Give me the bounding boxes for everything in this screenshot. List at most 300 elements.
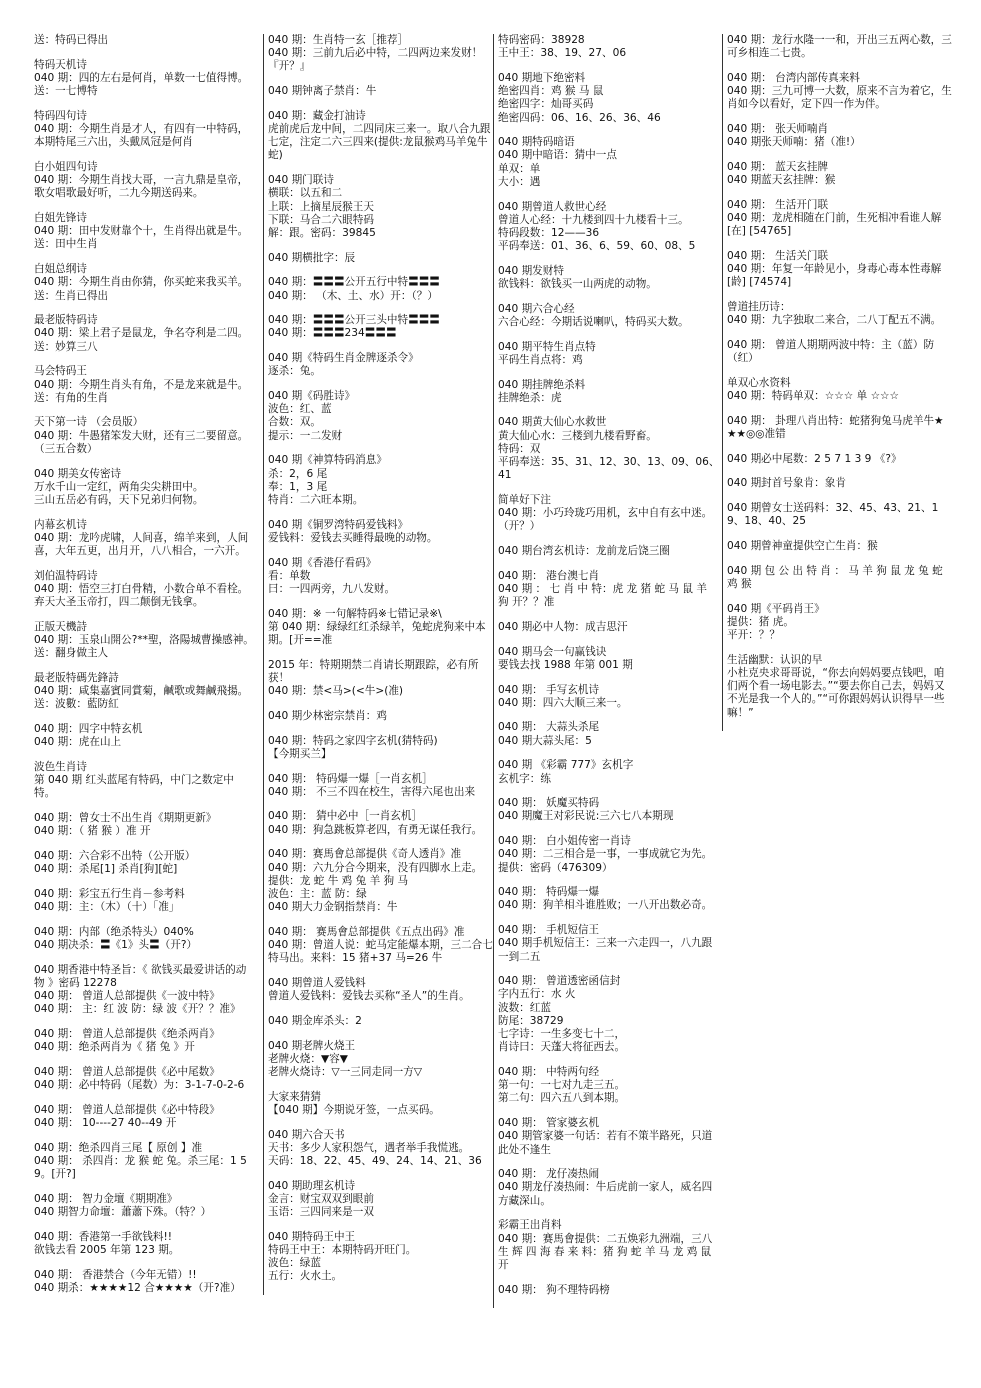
text-block <box>498 416 720 482</box>
text-block <box>34 314 254 354</box>
text-line: 提供：猪 虎。 <box>727 615 794 628</box>
text-block <box>498 835 720 875</box>
text-line: 040 期：六合彩不出特（公开版） <box>34 850 196 863</box>
text-block <box>727 453 953 466</box>
text-line: 040 期智力命壇：蕭蕭下殊。（特？） <box>34 1206 212 1219</box>
text-block <box>498 684 720 710</box>
text-block <box>34 888 254 914</box>
text-line: 040 期曾道人救世心经 <box>498 200 607 213</box>
text-block <box>498 1168 720 1208</box>
text-line: 简单好下注 <box>498 493 551 506</box>
text-line: 万水千山一定红，两角尖尖耕田中。 <box>34 480 204 493</box>
text-line: 040 期：特码之家四字玄机(猜特码) <box>268 734 438 747</box>
text-line: 平码生肖点将：鸡 <box>498 353 583 366</box>
text-line: 波数：红蓝 <box>498 1001 551 1014</box>
text-line: 040 期助理玄机诗 <box>268 1179 356 1192</box>
text-line: 040 期： 曾道人总部提供《必中特段》 <box>34 1103 220 1116</box>
text-line: 040 期：小巧玲珑巧用机，玄中自有玄中迷。（开？） <box>498 507 713 533</box>
text-line: 内幕玄机诗 <box>34 518 87 531</box>
text-block <box>268 1091 493 1117</box>
text-line: 040 期特码王中王 <box>268 1230 356 1243</box>
text-line: 040 期： 特码爆一爆［一肖玄机］ <box>268 772 433 785</box>
text-line: 040 期： 白小姐传密一肖诗 <box>498 835 631 848</box>
text-line: 040 期： 10----27 40--49 开 <box>34 1117 177 1130</box>
text-line: 040 期：※ 一句解特码※七错记录※\ <box>268 607 442 620</box>
text-line: 040 期：狗羊相斗谁胜败；一八开出数必奇。 <box>498 899 713 912</box>
text-line: 040 期：赛馬會总部提供《奇人透肖》准 <box>268 848 462 861</box>
text-line: 040 期：六九分合今期来，没有四脚水上走。 <box>268 861 483 874</box>
text-block <box>498 975 720 1054</box>
text-line: 七字诗：一生多变七十二， <box>498 1028 626 1041</box>
text-line: 040 期： 曾道透密函信封 <box>498 975 621 988</box>
text-line: 提示：一二发财 <box>268 429 343 442</box>
text-line: 特肖：二六旺本期。 <box>268 493 364 506</box>
text-line: 横联：以五和二 <box>268 187 343 200</box>
text-line: 040 期：二三相合是一事，一事成就它为先。 <box>498 848 713 861</box>
text-block <box>268 773 493 799</box>
text-line: 040 期黄大仙心水救世 <box>498 416 607 429</box>
text-block <box>727 565 953 591</box>
text-line: 040 期：今期生肖由你猜，你买蛇来我买羊。 <box>34 276 249 289</box>
text-line: 040 期：三九可博一大数，原来不言为着它，生肖如今以看好，定下四一作为伴。 <box>727 85 952 111</box>
text-line: 040 期魔王对彩民说:三六七八本期现 <box>498 810 674 823</box>
text-line: 大家来猜猜 <box>268 1090 321 1103</box>
text-block <box>34 1028 254 1054</box>
text-line: 040 期：今期生肖找大哥，一言九鼎是皇帝，歌女唱歌最好听，二九今期送码来。 <box>34 174 249 200</box>
text-line: 040 期蓝天玄挂牌：猴 <box>727 174 836 187</box>
text-line: 040 期：生肖特一玄［推荐］ <box>268 34 409 46</box>
text-line: 马会特码王 <box>34 365 87 378</box>
text-block <box>727 34 953 60</box>
text-line: 送：一七博特 <box>34 85 98 98</box>
text-line: 正版天機詩 <box>34 620 87 633</box>
text-line: 040 期： 狗不理特码榜 <box>498 1283 610 1296</box>
text-line: 040 期 《彩霸 777》玄机字 <box>498 759 634 772</box>
text-line: 040 期： 曾道人总部提供《必中尾数》 <box>34 1065 220 1078</box>
text-line: 2015 年：特期期禁二肖请长期跟踪，必有所获！ <box>268 658 479 685</box>
text-block <box>34 761 254 801</box>
text-line: 040 期六合天书 <box>268 1128 345 1141</box>
text-block <box>34 1269 254 1295</box>
text-line: 040 期《神算特码消息》 <box>268 454 387 467</box>
text-line: 单双心水资料 <box>727 376 791 389</box>
text-block <box>727 250 953 290</box>
text-line: 040 期：悟空三打白骨精，小数合单不看栓。弃天大圣玉帝打，四二颠倒无钱拿。 <box>34 583 249 609</box>
text-line: 波色：绿蓝 <box>268 1257 321 1270</box>
text-block <box>727 72 953 112</box>
text-line: 040 期： （木、土、水）开：（？） <box>268 289 438 302</box>
text-line: 040 期： 曾道人总部提供《绝杀两肖》 <box>34 1028 220 1041</box>
text-line: 040 期： 不三不四在校生，害得六尾也出来 <box>268 785 476 798</box>
text-block <box>727 339 953 365</box>
text-block <box>268 710 493 723</box>
text-line: 040 期： 台湾内部传真来料 <box>727 71 860 84</box>
text-line: 特码王中王：本期特码开旺门。 <box>268 1244 417 1257</box>
text-line: 要钱去找 1988 年第 001 期 <box>498 658 633 671</box>
column-1 <box>34 34 258 1307</box>
text-block <box>34 212 254 252</box>
text-block <box>34 1193 254 1219</box>
text-block <box>498 621 720 634</box>
text-line: 040 期封首号象肯：象肯 <box>727 477 846 490</box>
text-line: 040 期必中人物：成吉思汗 <box>498 620 628 633</box>
text-line: 040 期： 香港禁合（今年无错）!! <box>34 1268 197 1281</box>
text-line: 040 期曾神童提供空亡生肖：猴 <box>727 539 878 552</box>
text-line: 040 期香港中特圣旨：《 欲钱买最爱讲话的动物 》密码 12278 <box>34 963 247 989</box>
text-line: 040 期特码暗语 <box>498 136 575 149</box>
text-block <box>34 620 258 661</box>
text-line: 040 期： 中特两句经 <box>498 1065 600 1078</box>
text-line: 【今期买兰】 <box>268 747 332 760</box>
text-line: 送：生肖已得出 <box>34 289 109 302</box>
text-block <box>498 72 720 125</box>
text-line: 040 期： 曾道人期期两波中特：主（蓝）防（红） <box>727 338 935 365</box>
text-block <box>498 924 720 964</box>
text-line: 杀：2，6 尾 <box>268 467 328 480</box>
text-block <box>727 123 953 149</box>
text-line: 提供：密码（476309） <box>498 861 613 874</box>
text-line: 平开：？？ <box>727 629 780 641</box>
text-block <box>34 812 254 838</box>
text-block <box>34 519 254 559</box>
text-line: 防尾：38729 <box>498 1014 564 1027</box>
text-line: 040 期《特码生肖金牌逐杀令》 <box>268 352 419 365</box>
text-line: 肖诗曰：天蓬大将征西去。 <box>498 1041 626 1054</box>
text-line: 曰：一四两旁，九八发财。 <box>268 583 396 595</box>
text-line: 040 期： 港台澳七肖 <box>498 569 600 582</box>
text-line: 提供：龙 蛇 牛 鸡 兔 羊 狗 马 <box>268 874 409 887</box>
text-block <box>498 886 720 912</box>
text-line: 040 期必中尾数：2 5 7 1 3 9 《?》 <box>727 452 902 465</box>
text-block <box>498 721 720 747</box>
text-line: 平码奉送：35、31、12、30、13、09、06、41 <box>498 456 720 482</box>
text-line: 第二句：四六五八到本期。 <box>498 1092 626 1105</box>
text-line: 040 期《铜罗湾特码爱钱料》 <box>268 518 409 531</box>
text-line: 040 期美女传密诗 <box>34 467 122 480</box>
text-line: 爱钱料：爱钱去买睡得最晚的动物。 <box>268 531 438 544</box>
text-block <box>498 1066 720 1106</box>
text-block <box>498 646 720 672</box>
text-line: 平码奉送：01、36、6、59、60、08、5 <box>498 240 696 253</box>
text-line: 040 期：香港第一手欲钱料!! <box>34 1230 173 1243</box>
text-line: 040 期： 手写玄机诗 <box>498 683 600 696</box>
column-2 <box>263 34 493 1295</box>
text-line: 040 期：内部（绝杀特头）040% <box>34 925 194 938</box>
text-block <box>268 1015 493 1028</box>
text-block <box>268 608 493 648</box>
text-block <box>34 416 254 456</box>
text-line: 小杜克央求哥哥说，“你去向妈妈要点钱吧，咱们两个看一场电影去。”“要去你自己去，妈妈又不光是我一个人的。”“可你跟妈妈认识得早一些嘛！” <box>727 666 945 719</box>
text-line: 040 期：年复一年龄见小，身毒心毒本性毒解 [龄] [74574] <box>727 263 945 289</box>
text-line: 040 期：〓〓〓公开三头中特〓〓〓 <box>268 314 440 327</box>
text-line: 040 期六合心经 <box>498 302 575 315</box>
text-line: 送：田中生肖 <box>34 238 98 251</box>
text-block <box>498 341 720 367</box>
text-line: 040 期： 蓝天玄挂牌 <box>727 160 829 173</box>
text-line: 合数：双。 <box>268 416 321 429</box>
text-block <box>34 1104 254 1130</box>
text-line: 特码四句诗 <box>34 109 87 122</box>
text-block <box>268 1231 493 1284</box>
text-line: 040 期：〓〓〓234〓〓〓 <box>268 327 397 340</box>
text-block <box>498 570 720 610</box>
text-line: 欲钱去看 2005 年第 123 期。 <box>34 1244 180 1257</box>
text-line: 040 期： 大蒜头杀尾 <box>498 721 600 734</box>
column-3 <box>493 34 720 1308</box>
text-line: 大小：遇 <box>498 175 541 188</box>
text-line: 六合心经：今期话说喇叭，特码买大数。 <box>498 315 689 328</box>
text-block <box>34 570 254 610</box>
text-line: 040 期马会一句赢钱诀 <box>498 645 607 658</box>
text-line: 五行：火水土。 <box>268 1270 343 1283</box>
text-block <box>498 1117 720 1157</box>
text-line: 040 期横批字：辰 <box>268 251 356 264</box>
text-block <box>268 848 493 914</box>
text-line: 下联：马合二六眼特码 <box>268 213 374 226</box>
text-line: 040 期： 曾道人总部提供《一波中特》 <box>34 990 220 1003</box>
text-line: 白姐总纲诗 <box>34 263 87 276</box>
text-line: 解：跟。密码：39845 <box>268 226 376 239</box>
text-block <box>498 34 720 60</box>
text-line: 040 期大蒜头尾：5 <box>498 734 592 747</box>
text-line: 单双：单 <box>498 162 541 175</box>
text-block <box>268 34 493 74</box>
text-block <box>268 454 493 507</box>
text-line: 送：妙算三八 <box>34 340 98 353</box>
text-line: 最老版特码诗 <box>34 314 98 327</box>
text-line: 040 期： 杀四肖：龙 猴 蛇 兔。杀三尾：1 5 9。[开?] <box>34 1155 251 1181</box>
text-line: 040 期：今期生肖头有角，不是龙来就是牛。 <box>34 378 249 391</box>
text-block <box>727 161 953 187</box>
text-line: 040 期： 张天师喃肖 <box>727 123 829 136</box>
text-line: 040 期：龙虎相随在门前，生死相冲看谁人解 [在] [54765] <box>727 212 945 238</box>
text-block <box>34 365 254 405</box>
text-line: 040 期钟离子禁肖：牛 <box>268 85 377 98</box>
text-block <box>498 379 720 405</box>
text-line: 金言：财宝双双到眼前 <box>268 1192 374 1205</box>
text-line: 040 期：三前九后必中特，二四两边来发财！『开？』 <box>268 47 483 73</box>
text-line: 040 期： 生活关门联 <box>727 249 829 262</box>
text-line: 玉语：三四同来是一双 <box>268 1206 374 1219</box>
text-line: 送：特码已得出 <box>34 34 109 46</box>
text-line: 绝密四字：灿哥买码 <box>498 98 594 111</box>
text-block <box>34 34 254 47</box>
text-line: 绝密四码：06、16、26、36、46 <box>498 111 661 124</box>
text-block <box>34 926 254 952</box>
text-line: 040 期龙仔凑热闹：牛后虎前一家人，威名四方藏深山。 <box>498 1181 713 1207</box>
text-line: 040 期中暗语：猜中一点 <box>498 149 617 162</box>
text-block <box>268 1129 493 1169</box>
text-line: 040 期：（ 猪 猴 ）准 开 <box>34 825 151 838</box>
text-line: 040 期：〓〓〓公开五行中特〓〓〓 <box>268 276 440 289</box>
text-line: 040 期《平码肖王》 <box>727 602 825 615</box>
text-line: 040 期：主：（木）（十）「准」 <box>34 901 180 914</box>
text-line: 040 期：曾道人说：蛇马定能爆本期，三二合七特马出。来料：15 猪+37 马=26 牛 <box>268 939 493 965</box>
text-line: 040 期：玉泉山開公?**聖，洛陽城曹操感神。 送：翻身做主人 <box>34 634 258 660</box>
text-line: 040 期：特码单双：☆☆☆ 单 ☆☆☆ <box>727 390 900 403</box>
text-block <box>727 603 953 643</box>
text-line: 040 期决杀：〓《1》头〓（开?） <box>34 939 198 952</box>
text-block <box>727 415 953 441</box>
text-line: 彩霸王出肖料 <box>498 1219 562 1232</box>
text-line: 040 期： 管家婆玄机 <box>498 1117 600 1130</box>
text-line: 040 期地下绝密料 <box>498 71 586 84</box>
text-line: 040 期： 智力金壇《期期准》 <box>34 1192 178 1205</box>
text-line: 040 期： 手机短信王 <box>498 924 600 937</box>
text-block <box>498 201 720 254</box>
text-line: 040 期：龙吟虎啸，人间喜，绵羊来到，人间喜，大年五更，出月开，八八相合，一六开。 <box>34 531 249 558</box>
text-block <box>727 654 953 720</box>
text-block <box>268 352 493 378</box>
text-line: 040 期少林密宗禁肖：鸡 <box>268 709 387 722</box>
text-block <box>268 85 493 98</box>
text-block <box>34 263 254 303</box>
text-block <box>268 1180 493 1220</box>
text-line: 040 期杀：★★★★12 合★★★★（开?准） <box>34 1281 241 1294</box>
text-line: 040 期管家婆一句话：若有不策半路死，只道此处不逢生 <box>498 1130 713 1156</box>
text-line: 欲钱料：欲钱买一山两虎的动物。 <box>498 278 657 291</box>
text-line: 040 期： 主：红 波 防：绿 波《开？？准》 <box>34 1003 241 1016</box>
text-line: 逐杀：兔。 <box>268 365 321 378</box>
text-block <box>268 110 493 163</box>
text-line: 040 期：龙行水隆一一和，开出三五两心数，三可乡相连二七贵。 <box>727 34 952 60</box>
text-line: 040 期 包 公 出 特 肖 ： 马 羊 狗 鼠 龙 兔 蛇 鸡 猴 <box>727 564 947 590</box>
text-line: 040 期： 赛馬會总部提供《五点出码》准 <box>268 925 465 938</box>
text-line: 挂牌绝杀：虎 <box>498 391 562 404</box>
text-block <box>268 735 493 761</box>
text-line: 040 期发财特 <box>498 264 564 277</box>
text-block <box>34 1066 254 1092</box>
text-line: 040 期：虎在山上 <box>34 736 122 749</box>
text-line: 特码：双 <box>498 442 541 455</box>
text-block <box>34 161 254 201</box>
text-line: 040 期 ： 七 肖 中 特：虎 龙 猪 蛇 马 鼠 羊 狗 开？？准 <box>498 583 711 609</box>
text-line: 040 期：四的左右是何肖，单数一七值得博。 <box>34 71 249 84</box>
text-line: 天下第一诗 （会员版） <box>34 416 144 429</box>
text-line: 040 期金库杀头：2 <box>268 1014 362 1027</box>
text-line: 上联：上摘星辰猴王天 <box>268 200 374 213</box>
text-block <box>34 1231 254 1257</box>
text-block <box>498 797 720 823</box>
text-line: 040 期：四六大顺三来一。 <box>498 696 628 709</box>
column-4 <box>722 34 953 731</box>
text-line: 天书：多少人家积怨气，遇者举手我慌逃。 <box>268 1141 470 1154</box>
text-line: 040 期：绝杀两肖为《 猪 兔 》开 <box>34 1041 195 1054</box>
text-line: 刘伯温特码诗 <box>34 569 98 582</box>
text-line: 040 期：咸集嘉賓同賞菊，鹹歌或舞鹹飛揚。 送：波數：藍防紅 <box>34 685 252 711</box>
text-line: 040 期： 猜中必中［一肖玄机］ <box>268 810 423 823</box>
text-block <box>268 977 493 1003</box>
text-block <box>268 174 493 240</box>
text-line: 送：有角的生肖 <box>34 391 109 404</box>
text-line: 040 期： 特码爆一爆 <box>498 886 600 899</box>
text-line: 040 期：必中特码（尾数）为：3-1-7-0-2-6 <box>34 1079 245 1092</box>
text-block <box>727 540 953 553</box>
text-line: 040 期：梁上君子是鼠龙，争名夺利是二四。 <box>34 327 249 340</box>
text-line: 040 期曾女士送码料：32、45、43、21、19、18、40、25 <box>727 502 939 528</box>
text-block <box>268 252 493 265</box>
text-line: 040 期：曾女士不出生肖《期期更新》 <box>34 812 217 825</box>
text-line: 王中王：38、19、27、06 <box>498 47 627 60</box>
text-block <box>498 494 720 534</box>
text-block <box>34 723 254 749</box>
text-line: 040 期门联诗 <box>268 174 334 187</box>
text-line: 040 期：狗急跳板算老四，有勇无谋任我行。 <box>268 823 483 836</box>
text-block <box>268 659 493 699</box>
text-block <box>498 545 720 558</box>
text-line: 看：单数 <box>268 569 311 582</box>
text-line: 040 期张天师喃：猪（准!） <box>727 136 861 149</box>
text-line: 040 期： 龙仔凑热闹 <box>498 1168 600 1181</box>
text-line: 波色：红、蓝 <box>268 403 332 416</box>
text-line: 040 期挂牌绝杀料 <box>498 378 586 391</box>
text-line: 波色：主：蓝 防：绿 <box>268 887 367 900</box>
text-line: 040 期：赛馬會提供：二五焕彩九洲端，三八 生 辉 四 海 春 来 料：猪 狗 蛇 羊 马 龙 鸡 鼠 开 <box>498 1232 716 1271</box>
text-block <box>498 303 720 329</box>
text-line: 字内五行：水 火 <box>498 988 576 1001</box>
text-line: 白姐先锋诗 <box>34 212 87 225</box>
text-block <box>34 468 254 508</box>
text-block <box>34 59 254 99</box>
text-line: 老牌火烧：▼容▼ <box>268 1052 348 1065</box>
text-line: 虎前虎后龙中间，二四同床三来一。取八合九跟七定，注定二六三四来(提供:龙鼠猴鸡马羊兔牛蛇) <box>268 123 491 162</box>
text-line: 040 期： 卦理八肖出特：蛇猪狗兔马虎羊牛★★★◎◎准错 <box>727 414 944 440</box>
text-block <box>34 672 254 712</box>
text-line: 曾道人爱钱料：爱钱去买称“圣人”的生肖。 <box>268 990 470 1003</box>
text-block <box>268 314 493 340</box>
text-line: 040 期：九字独取二来合，二八丁配五不满。 <box>727 314 942 327</box>
text-block <box>727 477 953 490</box>
text-line: 040 期曾道人爱钱料 <box>268 976 366 989</box>
text-line: 040 期手机短信王：三来一六走四一，八九跟一到二五 <box>498 937 713 963</box>
text-block <box>727 502 953 528</box>
text-line: 040 期：田中发财靠个十，生肖得出就是牛。 <box>34 225 249 238</box>
text-block <box>268 390 493 443</box>
text-line: 生活幽默：认识的早 <box>727 653 823 666</box>
text-block <box>268 557 493 597</box>
text-line: 特码天机诗 <box>34 58 87 71</box>
text-line: 奉：1，3 尾 <box>268 480 328 493</box>
text-line: 040 期：藏金打油诗 <box>268 109 366 122</box>
text-line: 黄大仙心水：三楼到九楼看野畜。 <box>498 429 657 442</box>
text-block <box>34 850 254 876</box>
text-line: 040 期：今期生肖是才人，有四有一中特码，本期特尾三六出，头戴凤冠是何肖 <box>34 123 249 149</box>
text-line: 曾道人心经：十九楼到四十九楼看十三。 <box>498 213 689 226</box>
text-line: 040 期：禁<马>(<牛>(准) <box>268 685 404 698</box>
text-line: 040 期台湾玄机诗：龙前龙后饶三圈 <box>498 545 670 558</box>
text-block <box>498 759 720 785</box>
text-line: 040 期： 生活开门联 <box>727 198 829 211</box>
text-block <box>268 926 493 966</box>
text-block <box>727 199 953 239</box>
text-block <box>34 110 254 150</box>
text-block <box>498 265 720 291</box>
text-line: 老牌火烧诗：▽一三同走同一方▽ <box>268 1065 423 1078</box>
text-line: 040 期：牛愚猪笨发大财，还有三二要留意。（三五合数） <box>34 429 249 455</box>
text-line: 040 期《码胜诗》 <box>268 390 356 403</box>
text-line: 曾道挂历诗： <box>727 301 791 314</box>
text-block <box>727 301 953 327</box>
text-line: 040 期： 妖魔买特码 <box>498 797 600 810</box>
text-line: 白小姐四句诗 <box>34 160 98 173</box>
text-line: 第 040 期：绿绿红红杀绿羊，兔蛇虎狗来中本期。[开==准 <box>268 620 486 647</box>
text-block <box>268 810 493 836</box>
text-block <box>498 1219 720 1272</box>
text-line: 040 期：杀尾[1] 杀肖[狗][蛇] <box>34 863 178 876</box>
text-line: 天码：18、22、45、49、24、14、21、36 <box>268 1155 482 1167</box>
text-line: 三山五岳必有码，天下兄弟归何物。 <box>34 493 204 506</box>
text-line: 玄机字：练 <box>498 772 551 785</box>
